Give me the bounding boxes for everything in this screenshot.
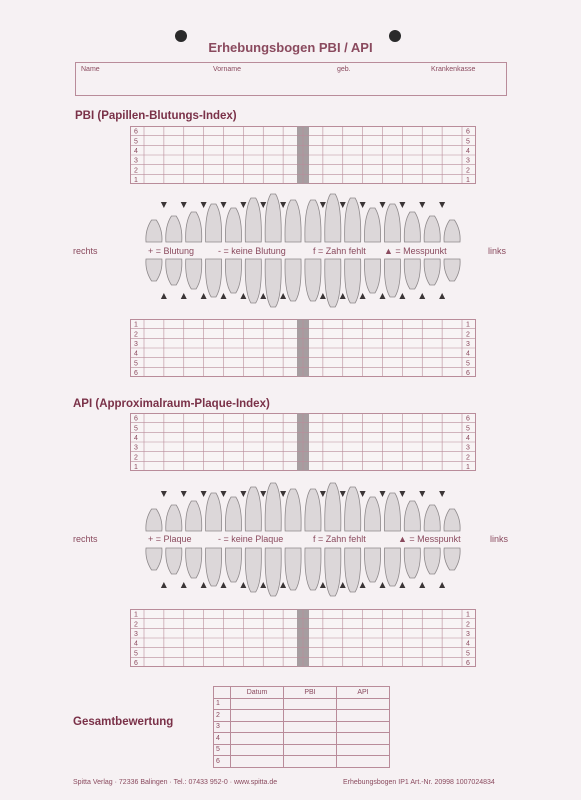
tooth-icon: [245, 548, 261, 592]
tooth-icon: [404, 501, 420, 531]
tooth-icon: [404, 259, 420, 289]
measure-point-icon: [399, 582, 405, 588]
scale-label-left: 5: [466, 138, 470, 146]
tooth-icon: [245, 259, 261, 303]
api-left-side-label: links: [490, 534, 509, 544]
scale-label-left: 1: [466, 177, 470, 184]
summary-row-number: 2: [214, 710, 231, 722]
tooth-icon: [146, 259, 162, 281]
scale-label-right: 5: [134, 360, 138, 368]
scale-label-right: 1: [134, 321, 138, 329]
scale-label-right: 2: [134, 331, 138, 339]
tooth-icon: [166, 548, 182, 574]
measure-point-icon: [320, 582, 326, 588]
pbi-legend-measure-point: ▲ = Messpunkt: [384, 246, 447, 256]
scale-label-right: 1: [134, 611, 138, 619]
scale-label-left: 4: [466, 435, 470, 442]
scale-label-left: 3: [466, 631, 470, 638]
tooth-icon: [285, 548, 301, 590]
measure-point-icon: [260, 293, 266, 299]
summary-pbi-cell[interactable]: [284, 710, 337, 722]
tooth-icon: [285, 200, 301, 242]
footer-publisher: Spitta Verlag · 72336 Balingen · Tel.: 07433 952-0 · www.spitta.de: [73, 779, 278, 786]
tooth-icon: [225, 497, 241, 531]
measure-point-icon: [161, 491, 167, 497]
api-legend-measure-point: ▲ = Messpunkt: [398, 534, 461, 544]
measure-point-icon: [360, 491, 366, 497]
measure-point-icon: [399, 491, 405, 497]
tooth-icon: [186, 259, 202, 289]
measure-point-icon: [439, 582, 445, 588]
summary-pbi-cell[interactable]: [284, 744, 337, 756]
measure-point-icon: [380, 202, 386, 208]
tooth-icon: [285, 489, 301, 531]
measure-point-icon: [280, 293, 286, 299]
scale-label-right: 6: [134, 128, 138, 136]
tooth-icon: [225, 259, 241, 293]
scale-label-left: 4: [466, 350, 470, 358]
pbi-lower-grid[interactable]: [130, 319, 476, 377]
measure-point-icon: [221, 491, 227, 497]
tooth-icon: [404, 212, 420, 242]
scale-label-right: 3: [134, 341, 138, 348]
tooth-icon: [186, 501, 202, 531]
measure-point-icon: [340, 202, 346, 208]
tooth-icon: [186, 548, 202, 578]
summary-col-pbi: PBI: [284, 687, 337, 699]
measure-point-icon: [340, 293, 346, 299]
measure-point-icon: [221, 293, 227, 299]
tooth-icon: [364, 548, 380, 582]
scale-label-right: 5: [134, 138, 138, 146]
summary-api-cell[interactable]: [337, 710, 390, 722]
measure-point-icon: [419, 202, 425, 208]
summary-heading: Gesamtbewertung: [73, 716, 174, 728]
api-legend-plaque: + = Plaque: [148, 534, 192, 544]
tooth-icon: [146, 220, 162, 242]
tooth-icon: [404, 548, 420, 578]
scale-label-left: 1: [466, 611, 470, 619]
summary-api-cell[interactable]: [337, 721, 390, 733]
tooth-icon: [424, 216, 440, 242]
measure-point-icon: [419, 491, 425, 497]
tooth-icon: [444, 259, 460, 281]
api-legend-missing: f = Zahn fehlt: [313, 534, 366, 544]
summary-api-cell[interactable]: [337, 698, 390, 710]
measure-point-icon: [360, 202, 366, 208]
summary-row-number: 6: [214, 756, 231, 768]
measure-point-icon: [181, 491, 187, 497]
summary-row-number: 5: [214, 744, 231, 756]
form-title: Erhebungsbogen PBI / API: [208, 40, 373, 55]
footer-article-number: Erhebungsbogen IP1 Art.-Nr. 20998 1007024834: [343, 779, 495, 786]
scale-label-right: 5: [134, 425, 138, 433]
tooth-icon: [364, 497, 380, 531]
scale-label-left: 6: [466, 415, 470, 423]
tooth-icon: [225, 548, 241, 582]
scale-label-left: 2: [466, 167, 470, 175]
summary-row[interactable]: [214, 721, 390, 733]
scale-label-right: 3: [134, 157, 138, 165]
measure-point-icon: [380, 491, 386, 497]
summary-col-date: Datum: [231, 687, 284, 699]
summary-row[interactable]: [214, 710, 390, 722]
tooth-icon: [265, 259, 281, 307]
insurance-field-label: Krankenkasse: [431, 66, 476, 73]
measure-point-icon: [360, 582, 366, 588]
tooth-icon: [345, 259, 361, 303]
measure-point-icon: [360, 293, 366, 299]
tooth-icon: [345, 198, 361, 242]
measure-point-icon: [419, 293, 425, 299]
tooth-icon: [305, 259, 321, 301]
scale-label-left: 5: [466, 425, 470, 433]
summary-row-number: 1: [214, 698, 231, 710]
pbi-legend-missing: f = Zahn fehlt: [313, 246, 366, 256]
tooth-icon: [205, 548, 221, 586]
pbi-right-side-label: rechts: [73, 246, 98, 256]
summary-pbi-cell[interactable]: [284, 733, 337, 745]
tooth-icon: [146, 509, 162, 531]
scale-label-right: 6: [134, 660, 138, 667]
summary-row[interactable]: [214, 744, 390, 756]
name-field-label: Name: [81, 66, 100, 73]
measure-point-icon: [399, 202, 405, 208]
api-upper-teeth-diagram: [130, 473, 476, 533]
summary-row-number: 3: [214, 721, 231, 733]
api-right-side-label: rechts: [73, 534, 98, 544]
tooth-icon: [205, 493, 221, 531]
measure-point-icon: [380, 582, 386, 588]
scale-label-right: 4: [134, 640, 138, 648]
measure-point-icon: [161, 582, 167, 588]
patient-info-box[interactable]: [75, 62, 507, 96]
pbi-left-side-label: links: [488, 246, 507, 256]
tooth-icon: [325, 483, 341, 531]
summary-row[interactable]: [214, 698, 390, 710]
pbi-upper-grid[interactable]: [130, 126, 476, 184]
measure-point-icon: [240, 491, 246, 497]
measure-point-icon: [221, 202, 227, 208]
api-heading: API (Approximalraum-Plaque-Index): [73, 398, 270, 410]
summary-date-cell[interactable]: [231, 721, 284, 733]
measure-point-icon: [201, 293, 207, 299]
scale-label-left: 1: [466, 464, 470, 471]
scale-label-right: 6: [134, 415, 138, 423]
measure-point-icon: [260, 202, 266, 208]
measure-point-icon: [201, 202, 207, 208]
scale-label-left: 3: [466, 341, 470, 348]
scale-label-left: 4: [466, 148, 470, 155]
scale-label-right: 4: [134, 148, 138, 155]
tooth-icon: [444, 548, 460, 570]
scale-label-left: 5: [466, 650, 470, 658]
scale-label-right: 2: [134, 621, 138, 629]
scale-label-right: 5: [134, 650, 138, 658]
summary-row[interactable]: [214, 733, 390, 745]
api-lower-teeth-diagram: [130, 546, 476, 606]
scale-label-left: 5: [466, 360, 470, 368]
tooth-icon: [205, 259, 221, 297]
measure-point-icon: [240, 202, 246, 208]
tooth-icon: [325, 548, 341, 596]
summary-date-cell[interactable]: [231, 710, 284, 722]
scale-label-left: 6: [466, 128, 470, 136]
scale-label-right: 1: [134, 464, 138, 471]
scale-label-right: 1: [134, 177, 138, 184]
tooth-icon: [384, 204, 400, 242]
summary-row-number: 4: [214, 733, 231, 745]
tooth-icon: [384, 259, 400, 297]
measure-point-icon: [380, 293, 386, 299]
scale-label-left: 6: [466, 370, 470, 377]
summary-date-cell[interactable]: [231, 698, 284, 710]
tooth-icon: [225, 208, 241, 242]
scale-label-left: 2: [466, 331, 470, 339]
summary-date-cell[interactable]: [231, 756, 284, 768]
summary-api-cell[interactable]: [337, 744, 390, 756]
scale-label-left: 6: [466, 660, 470, 667]
tooth-icon: [424, 259, 440, 285]
measure-point-icon: [201, 582, 207, 588]
scale-label-left: 2: [466, 621, 470, 629]
api-lower-grid[interactable]: [130, 609, 476, 667]
measure-point-icon: [419, 582, 425, 588]
measure-point-icon: [340, 491, 346, 497]
tooth-icon: [305, 548, 321, 590]
summary-date-cell[interactable]: [231, 733, 284, 745]
measure-point-icon: [240, 293, 246, 299]
measure-point-icon: [181, 293, 187, 299]
summary-date-cell[interactable]: [231, 744, 284, 756]
scale-label-left: 1: [466, 321, 470, 329]
summary-col-api: API: [337, 687, 390, 699]
tooth-icon: [146, 548, 162, 570]
api-upper-grid[interactable]: [130, 413, 476, 471]
scale-label-left: 2: [466, 454, 470, 462]
measure-point-icon: [280, 491, 286, 497]
measure-point-icon: [221, 582, 227, 588]
tooth-icon: [265, 548, 281, 596]
tooth-icon: [424, 505, 440, 531]
summary-pbi-cell[interactable]: [284, 698, 337, 710]
measure-point-icon: [181, 582, 187, 588]
api-legend-no-plaque: - = keine Plaque: [218, 534, 284, 544]
first-name-field-label: Vorname: [213, 66, 242, 73]
tooth-icon: [245, 487, 261, 531]
measure-point-icon: [439, 293, 445, 299]
tooth-icon: [345, 548, 361, 592]
tooth-icon: [166, 505, 182, 531]
measure-point-icon: [260, 582, 266, 588]
measure-point-icon: [201, 491, 207, 497]
measure-point-icon: [439, 491, 445, 497]
birthdate-field-label: geb.: [337, 66, 351, 73]
scale-label-right: 3: [134, 444, 138, 452]
tooth-icon: [285, 259, 301, 301]
measure-point-icon: [320, 491, 326, 497]
tooth-icon: [325, 259, 341, 307]
measure-point-icon: [240, 582, 246, 588]
tooth-icon: [245, 198, 261, 242]
measure-point-icon: [320, 293, 326, 299]
tooth-icon: [305, 200, 321, 242]
scale-label-left: 4: [466, 640, 470, 648]
scale-label-right: 2: [134, 454, 138, 462]
summary-corner-cell: [214, 687, 231, 699]
measure-point-icon: [320, 202, 326, 208]
measure-point-icon: [260, 491, 266, 497]
tooth-icon: [265, 194, 281, 242]
tooth-icon: [305, 489, 321, 531]
tooth-icon: [205, 204, 221, 242]
tooth-icon: [364, 259, 380, 293]
scale-label-right: 4: [134, 435, 138, 442]
measure-point-icon: [161, 202, 167, 208]
tooth-icon: [384, 548, 400, 586]
measure-point-icon: [340, 582, 346, 588]
scale-label-right: 2: [134, 167, 138, 175]
pbi-lower-teeth-diagram: [130, 257, 476, 317]
summary-table[interactable]: [213, 686, 390, 768]
summary-row[interactable]: [214, 756, 390, 768]
summary-pbi-cell[interactable]: [284, 756, 337, 768]
scale-label-left: 3: [466, 157, 470, 165]
tooth-icon: [345, 487, 361, 531]
tooth-icon: [364, 208, 380, 242]
tooth-icon: [166, 216, 182, 242]
pbi-heading: PBI (Papillen-Blutungs-Index): [75, 110, 237, 122]
scale-label-left: 3: [466, 444, 470, 452]
tooth-icon: [186, 212, 202, 242]
pbi-legend-no-bleeding: - = keine Blutung: [218, 246, 286, 256]
tooth-icon: [166, 259, 182, 285]
tooth-icon: [444, 220, 460, 242]
pbi-upper-teeth-diagram: [130, 184, 476, 244]
tooth-icon: [384, 493, 400, 531]
tooth-icon: [444, 509, 460, 531]
measure-point-icon: [161, 293, 167, 299]
pbi-legend-bleeding: + = Blutung: [148, 246, 195, 256]
summary-api-cell[interactable]: [337, 756, 390, 768]
tooth-icon: [265, 483, 281, 531]
tooth-icon: [325, 194, 341, 242]
tooth-icon: [424, 548, 440, 574]
measure-point-icon: [399, 293, 405, 299]
measure-point-icon: [181, 202, 187, 208]
summary-api-cell[interactable]: [337, 733, 390, 745]
scale-label-right: 6: [134, 370, 138, 377]
summary-header-row: [214, 687, 390, 699]
scale-label-right: 4: [134, 350, 138, 358]
summary-pbi-cell[interactable]: [284, 721, 337, 733]
measure-point-icon: [280, 202, 286, 208]
scale-label-right: 3: [134, 631, 138, 638]
measure-point-icon: [439, 202, 445, 208]
measure-point-icon: [280, 582, 286, 588]
